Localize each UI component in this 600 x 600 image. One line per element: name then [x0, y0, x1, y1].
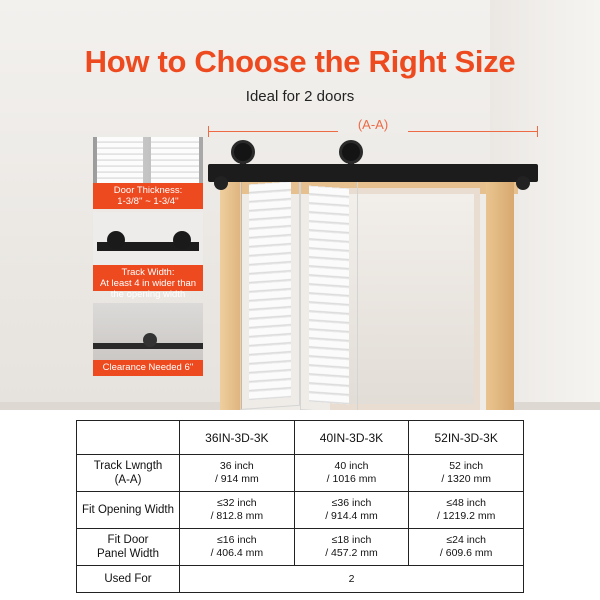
dimension-tick-left	[208, 126, 209, 137]
clearance-callout: Clearance Needed 6''	[93, 360, 203, 376]
dimension-label: (A-A)	[338, 117, 408, 132]
table-cell	[180, 492, 295, 529]
table-header-cell: 52IN-3D-3K	[409, 421, 524, 455]
table-cell	[409, 529, 524, 566]
table-cell	[294, 529, 409, 566]
cell-inch: ≤32 inch	[217, 497, 257, 509]
table-cell	[180, 455, 295, 492]
track-stopper	[214, 176, 228, 190]
roller-wheel-detail	[173, 231, 191, 249]
table-header-cell: 36IN-3D-3K	[180, 421, 295, 455]
row-header	[77, 455, 180, 492]
roller-wheel	[231, 140, 255, 164]
table-header-row	[77, 421, 524, 455]
table-row	[77, 455, 524, 492]
door-frame-right-post	[486, 178, 514, 410]
table-cell-merged: 2	[180, 566, 524, 593]
cell-mm: / 457.2 mm	[325, 547, 378, 559]
bifold-door-panel-left	[240, 172, 300, 410]
callout-text: At least 4 in wider than	[99, 278, 197, 289]
row-header-text: Track Lwngth	[93, 460, 163, 472]
roller-wheel	[339, 140, 363, 164]
cell-mm: / 1016 mm	[326, 473, 377, 485]
callout-text: Door Thickness:	[113, 185, 183, 196]
cell-mm: / 406.4 mm	[210, 547, 264, 559]
row-header	[77, 492, 180, 529]
roller-wheel-detail	[107, 231, 125, 249]
barn-door-track	[208, 164, 538, 182]
cell-inch: 36 inch	[219, 460, 254, 472]
page-title: How to Choose the Right Size	[84, 44, 516, 79]
callout-text: the opening width	[110, 289, 186, 300]
table-cell	[294, 492, 409, 529]
row-header-text: (A-A)	[114, 474, 142, 486]
cell-mm: / 914.4 mm	[325, 510, 378, 522]
table-cell	[409, 492, 524, 529]
table-row	[77, 492, 524, 529]
row-header	[77, 529, 180, 566]
cell-inch: ≤48 inch	[446, 497, 486, 509]
callout-text: Track Width:	[121, 267, 175, 278]
table-cell	[180, 529, 295, 566]
roller-wheel-detail	[143, 333, 157, 347]
callout-text: 1-3/8'' ~ 1-3/4''	[117, 196, 179, 207]
cell-mm: / 1219.2 mm	[436, 510, 496, 522]
cell-inch: ≤16 inch	[217, 534, 257, 546]
cell-inch: 52 inch	[449, 460, 484, 472]
table-header-cell	[77, 421, 180, 455]
row-header-text: Fit Opening Width	[81, 504, 175, 516]
row-header-text: Fit Door	[107, 534, 149, 546]
cell-mm: / 812.8 mm	[210, 510, 264, 522]
page-subtitle: Ideal for 2 doors	[245, 88, 355, 105]
table-row	[77, 529, 524, 566]
track-width-callout	[93, 265, 203, 300]
table-header-cell: 40IN-3D-3K	[294, 421, 409, 455]
door-frame-left-post	[220, 178, 242, 410]
cell-inch: ≤36 inch	[331, 497, 372, 509]
cell-mm: / 1320 mm	[441, 473, 491, 485]
door-thickness-callout	[93, 183, 203, 209]
cell-mm: / 609.6 mm	[439, 547, 493, 559]
cell-mm: / 914 mm	[214, 473, 259, 485]
cell-inch: ≤24 inch	[446, 534, 486, 546]
table-cell	[294, 455, 409, 492]
bifold-door-panel-right	[300, 176, 358, 410]
row-header-text: Panel Width	[96, 548, 159, 560]
table-row	[77, 566, 524, 593]
size-table	[76, 420, 524, 592]
cell-inch: ≤18 inch	[331, 534, 372, 546]
cell-inch: 40 inch	[334, 460, 369, 472]
row-header: Used For	[77, 566, 180, 593]
dimension-tick-right	[537, 126, 538, 137]
table-cell	[409, 455, 524, 492]
track-stopper	[516, 176, 530, 190]
